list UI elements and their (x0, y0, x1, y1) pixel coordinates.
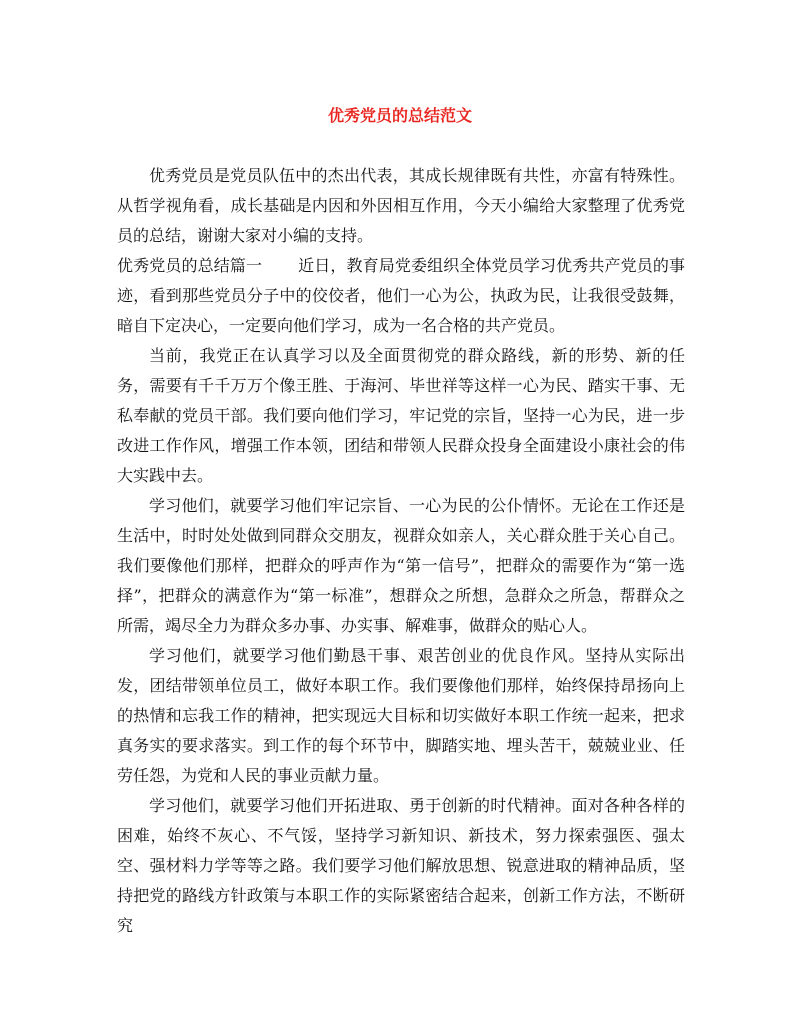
paragraph-innovation: 学习他们，就要学习他们开拓进取、勇于创新的时代精神。面对各种各样的困难，始终不灰心、不气馁，坚持学习新知识、新技术，努力探索强医、强太空、强材料力学等等之路。我们要学习他们解放思想、锐意进取的精神品质，坚持把党的路线方针政策与本职工作的实际紧密结合起来，创新工作方法，不断研究 (117, 796, 685, 935)
paragraph-current-situation: 当前，我党正在认真学习以及全面贯彻党的群众路线，新的形势、新的任务，需要有千千万万个像王胜、于海河、毕世祥等这样一心为民、踏实干事、无私奉献的党员干部。我们要向他们学习，牢记党的宗旨，坚持一心为民，进一步改进工作作风，增强工作本领，团结和带领人民群众投身全面建设小康社会的伟大实践中去。 (117, 346, 685, 485)
paragraph-intro: 优秀党员是党员队伍中的杰出代表，其成长规律既有共性，亦富有特殊性。从哲学视角看，成长基础是内因和外因相互作用，今天小编给大家整理了优秀党员的总结，谢谢大家对小编的支持。 (117, 166, 685, 245)
paragraph-work-style: 学习他们，就要学习他们勤恳干事、艰苦创业的优良作风。坚持从实际出发，团结带领单位员工，做好本职工作。我们要像他们那样，始终保持昂扬向上的热情和忘我工作的精神，把实现远大目标和切实做好本职工作统一起来，把求真务实的要求落实。到工作的每个环节中，脚踏实地、埋头苦干，兢兢业业、任劳任怨，为党和人民的事业贡献力量。 (117, 646, 685, 785)
paragraph-section-one (117, 251, 685, 341)
section-one-text: 近日，教育局党委组织全体党员学习优秀共产党员的事迹，看到那些党员分子中的佼佼者，他们一心为公，执政为民，让我很受鼓舞，暗自下定决心，一定要向他们学习，成为一名合格的共产党员。 (117, 256, 685, 335)
paragraph-serve-people: 学习他们，就要学习他们牢记宗旨、一心为民的公仆情怀。无论在工作还是生活中，时时处处做到同群众交朋友，视群众如亲人，关心群众胜于关心自己。我们要像他们那样，把群众的呼声作为“第一信号”，把群众的需要作为“第一选择”，把群众的满意作为“第一标准”，想群众之所想，急群众之所急，帮群众之所需，竭尽全力为群众多办事、办实事、解难事，做群众的贴心人。 (117, 496, 685, 635)
document-title: 优秀党员的总结范文 (327, 106, 472, 125)
document-body (117, 161, 685, 941)
section-heading: 优秀党员的总结篇一 (117, 256, 263, 275)
